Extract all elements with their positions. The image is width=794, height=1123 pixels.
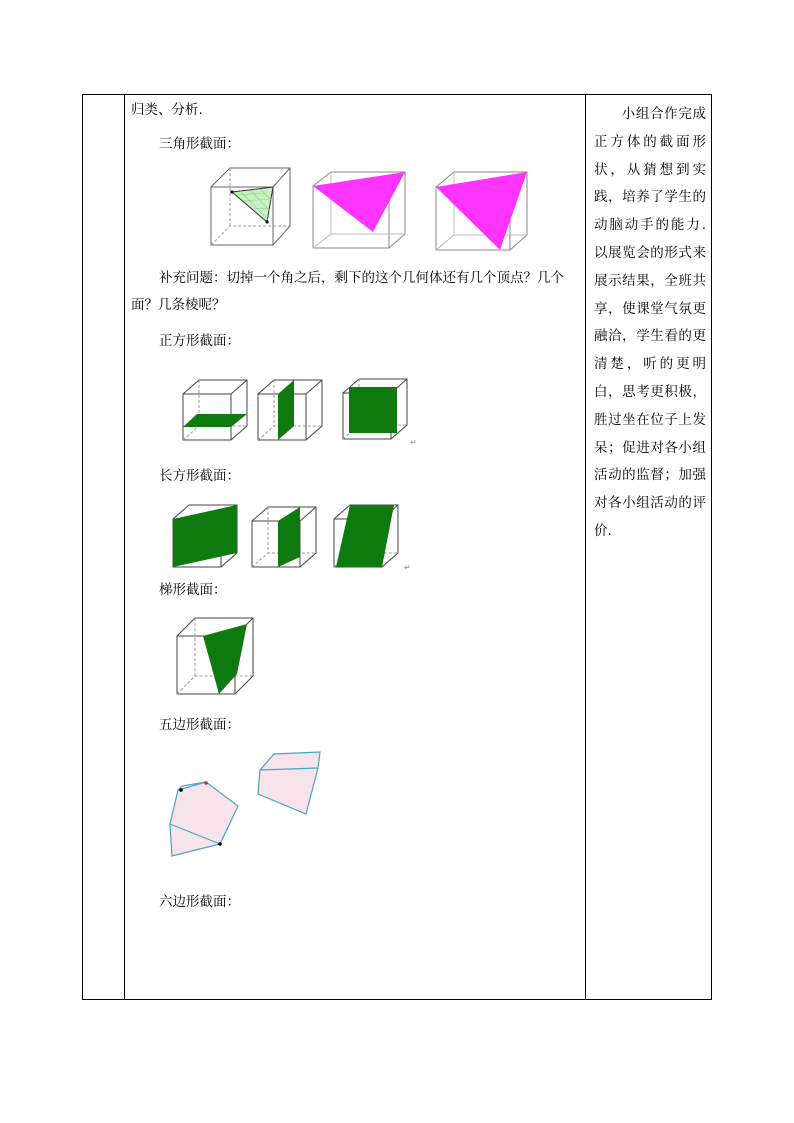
teaching-note: 小组合作完成正方体的截面形状，从猜想到实践，培养了学生的动脑动手的能力.以展览会的形式来展示结果，全班共享，使课堂气氛更融洽，学生看的更清楚，听的更明白，思考更积极，胜过坐在位子上发呆；促进对各小组活动的监督；加强对各小组活动的评价. <box>594 106 706 539</box>
trapezoid-heading: 梯形截面： <box>159 582 227 598</box>
pentagon-cross-section-figure-1 <box>168 778 246 858</box>
triangle-cross-section-figure-2 <box>311 170 407 250</box>
square-cross-section-figure-2 <box>256 378 324 442</box>
square-cross-section-figure-3 <box>341 377 409 441</box>
supplement-question: 补充问题：切掉一个角之后，剩下的这个几何体还有几个顶点？几个面？几条棱呢？ <box>131 270 564 313</box>
pentagon-cross-section-figure-2 <box>256 750 324 818</box>
teaching-note-column <box>585 95 712 999</box>
rectangle-cross-section-figure-3 <box>332 503 400 569</box>
square-cross-section-figure-1 <box>181 378 249 442</box>
rectangle-heading: 长方形截面： <box>159 468 240 484</box>
triangle-heading: 三角形截面： <box>159 136 240 152</box>
intro-text: 归类、分析. <box>131 102 203 118</box>
paragraph-mark: ↵ <box>410 438 417 447</box>
triangle-cross-section-figure-1 <box>210 167 292 247</box>
rectangle-cross-section-figure-2 <box>250 505 318 569</box>
pentagon-heading: 五边形截面： <box>159 717 240 733</box>
paragraph-mark: ↵ <box>404 563 411 572</box>
square-heading: 正方形截面： <box>159 333 240 349</box>
rectangle-cross-section-figure-1 <box>171 503 239 569</box>
left-column <box>83 95 125 999</box>
hexagon-heading: 六边形截面： <box>159 894 240 910</box>
trapezoid-cross-section-figure <box>175 616 255 696</box>
triangle-cross-section-figure-3 <box>434 170 530 252</box>
